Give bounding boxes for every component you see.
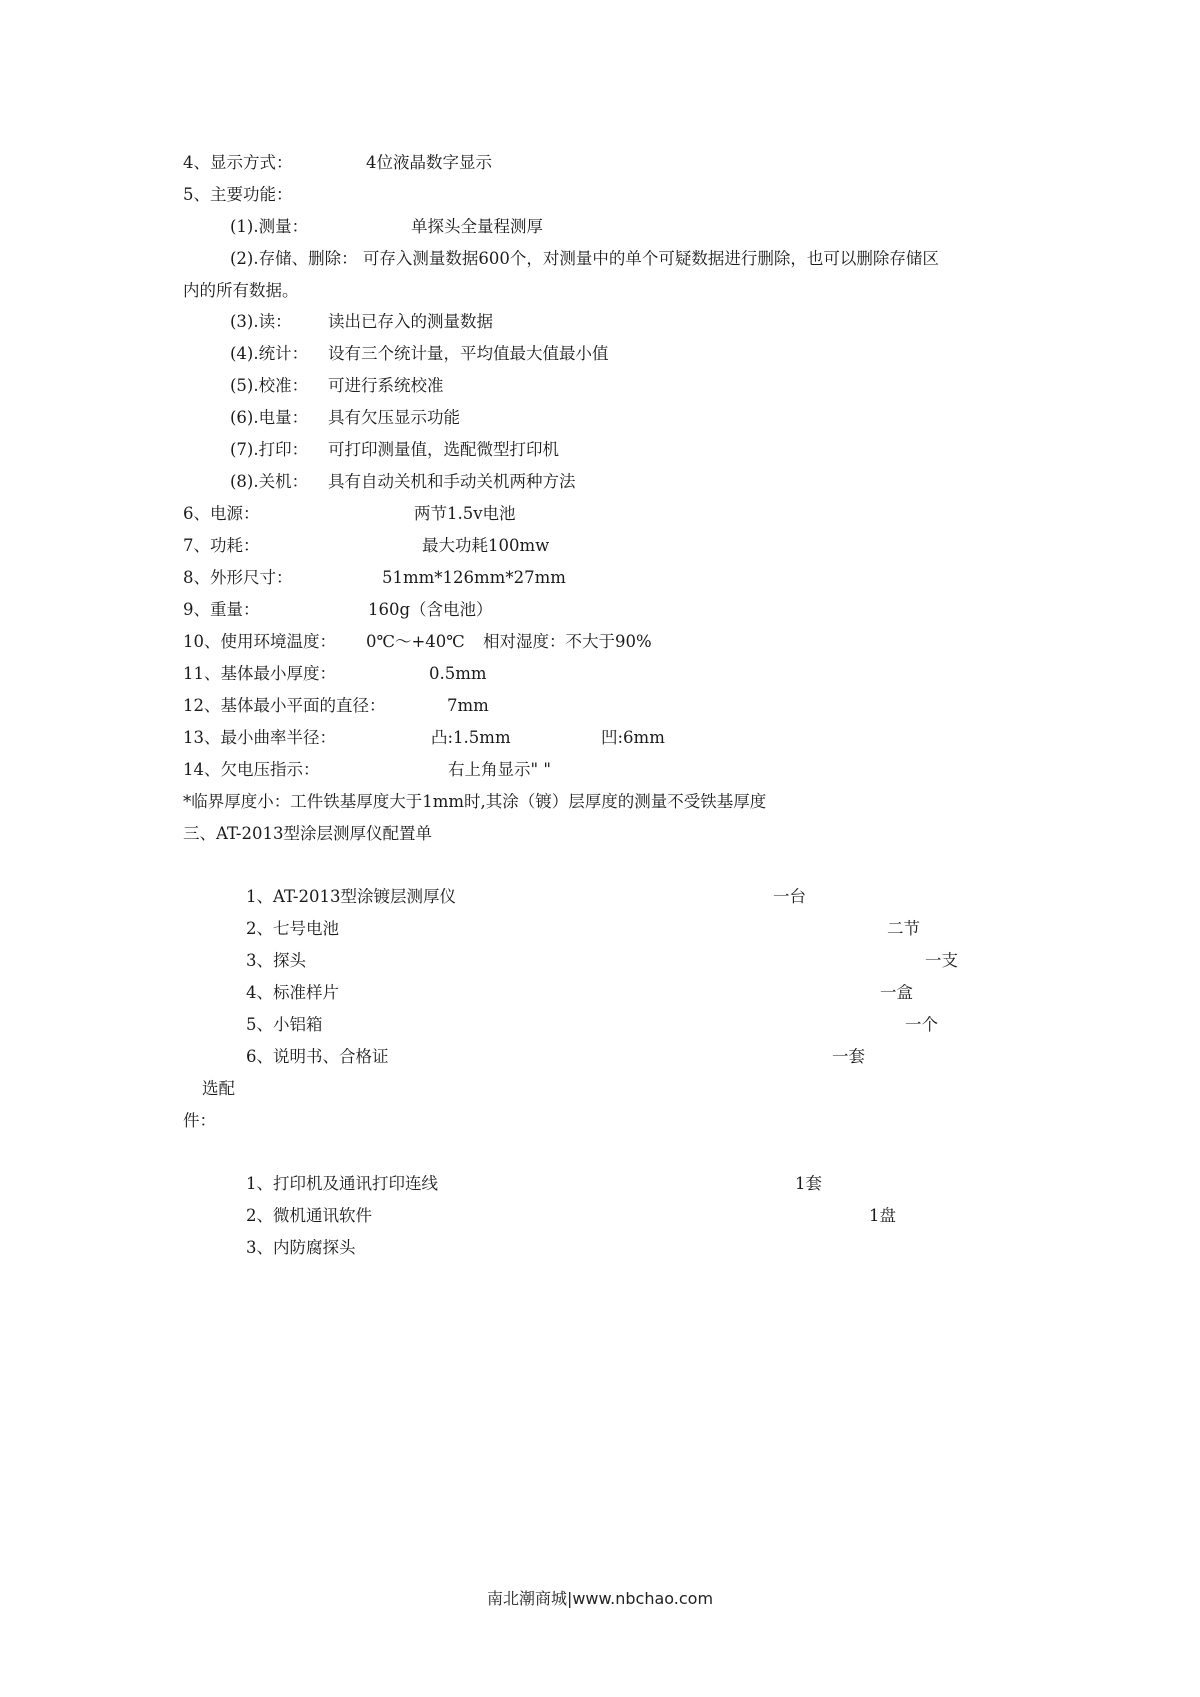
optional-item-name: 2、微机通讯软件 <box>246 1206 372 1225</box>
spec-temperature: 0℃～+40℃ <box>366 632 465 651</box>
function-label: (8).关机： <box>230 472 309 491</box>
function-value: 设有三个统计量，平均值最大值最小值 <box>328 344 609 363</box>
spec-concave: 凹:6mm <box>601 728 665 747</box>
function-value: 可进行系统校准 <box>328 376 444 395</box>
spec-value: 右上角显示" " <box>448 760 551 779</box>
function-label: (5).校准： <box>230 376 309 395</box>
spec-label: 4、显示方式： <box>183 153 293 172</box>
config-item-qty: 一盒 <box>880 983 913 1002</box>
spec-humidity: 相对湿度：不大于90% <box>483 632 652 651</box>
config-item-qty: 一台 <box>773 887 806 906</box>
function-label: (4).统计： <box>230 344 309 363</box>
config-item-qty: 一支 <box>925 951 958 970</box>
spec-label: 6、电源： <box>183 504 260 523</box>
config-title: 三、AT-2013型涂层测厚仪配置单 <box>183 824 432 843</box>
spec-label: 14、欠电压指示： <box>183 760 320 779</box>
config-item-name: 6、说明书、合格证 <box>246 1047 389 1066</box>
optional-item-name: 1、打印机及通讯打印连线 <box>246 1174 438 1193</box>
spec-label: 12、基体最小平面的直径： <box>183 696 386 715</box>
spec-value: 0.5mm <box>429 664 487 683</box>
optional-label: 选配 <box>202 1079 235 1098</box>
function-label: (7).打印： <box>230 440 309 459</box>
config-item-name: 3、探头 <box>246 951 306 970</box>
function-label: (1).测量： <box>230 217 309 236</box>
config-item-qty: 二节 <box>887 919 920 938</box>
config-item-name: 1、AT-2013型涂镀层测厚仪 <box>246 887 456 906</box>
spec-label: 10、使用环境温度： <box>183 632 336 651</box>
functions-title: 5、主要功能： <box>183 185 293 204</box>
function-value: 单探头全量程测厚 <box>411 217 543 236</box>
spec-value: 7mm <box>447 696 489 715</box>
optional-item-qty: 1套 <box>795 1174 822 1193</box>
config-item-name: 5、小铝箱 <box>246 1015 323 1034</box>
function-value: 具有自动关机和手动关机两种方法 <box>328 472 576 491</box>
spec-label: 11、基体最小厚度： <box>183 664 336 683</box>
function-storage: (2).存储、删除： 可存入测量数据600个，对测量中的单个可疑数据进行删除，也可以删除存储区 <box>230 249 939 268</box>
critical-thickness-note: *临界厚度小：工件铁基厚度大于1mm时,其涂（镀）层厚度的测量不受铁基厚度 <box>183 792 767 811</box>
spec-value: 51mm*126mm*27mm <box>382 568 566 587</box>
config-item-qty: 一个 <box>905 1015 938 1034</box>
spec-convex: 凸:1.5mm <box>431 728 511 747</box>
footer-site-link[interactable]: 南北潮商城|www.nbchao.com <box>486 1589 714 1608</box>
spec-value: 4位液晶数字显示 <box>366 153 492 172</box>
spec-label: 8、外形尺寸： <box>183 568 293 587</box>
optional-item-name: 3、内防腐探头 <box>246 1238 356 1257</box>
spec-label: 7、功耗： <box>183 536 260 555</box>
config-item-name: 4、标准样片 <box>246 983 339 1002</box>
function-value: 具有欠压显示功能 <box>328 408 460 427</box>
config-item-name: 2、七号电池 <box>246 919 339 938</box>
config-item-qty: 一套 <box>832 1047 865 1066</box>
function-storage-continued: 内的所有数据。 <box>183 281 299 300</box>
optional-item-qty: 1盘 <box>869 1206 896 1225</box>
optional-label-continued: 件： <box>183 1111 216 1130</box>
function-value: 读出已存入的测量数据 <box>328 312 493 331</box>
spec-value: 160g（含电池） <box>368 600 493 619</box>
spec-label: 13、最小曲率半径： <box>183 728 336 747</box>
spec-value: 两节1.5v电池 <box>414 504 516 523</box>
function-label: (6).电量： <box>230 408 309 427</box>
function-label: (3).读： <box>230 312 292 331</box>
function-value: 可打印测量值，选配微型打印机 <box>328 440 559 459</box>
spec-value: 最大功耗100mw <box>422 536 550 555</box>
spec-label: 9、重量： <box>183 600 260 619</box>
